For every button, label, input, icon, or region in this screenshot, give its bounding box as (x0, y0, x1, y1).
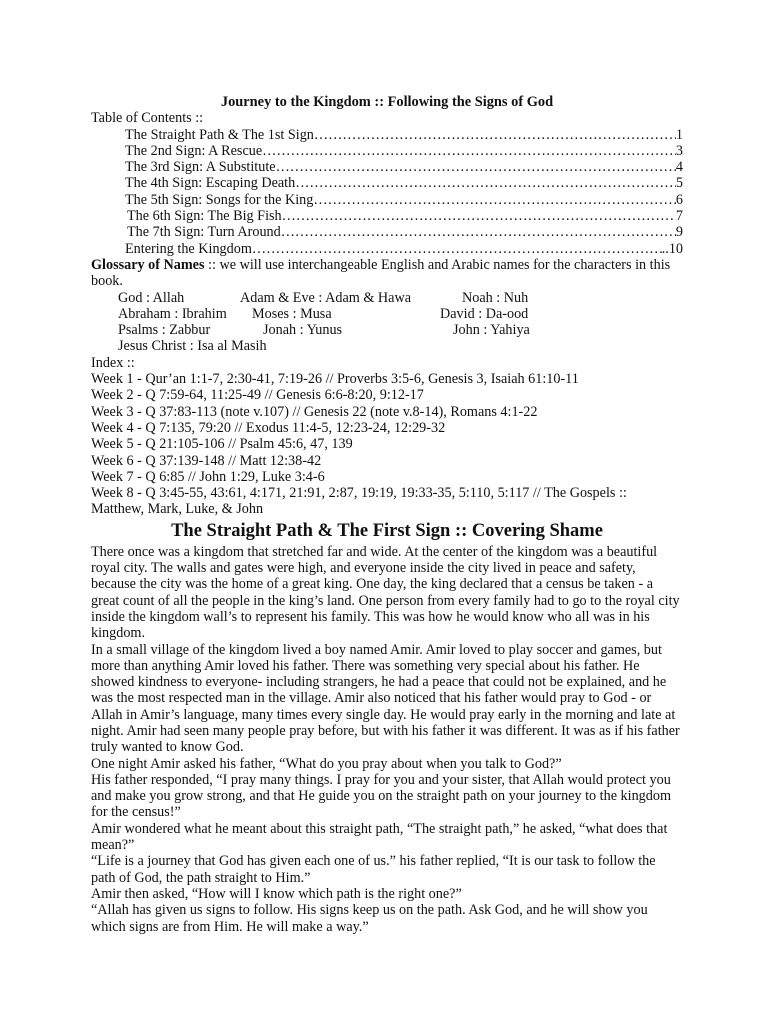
toc-entry-page: 5 (675, 175, 683, 192)
toc-entry-label: The 5th Sign: Songs for the King (125, 191, 314, 208)
index-week: Week 8 - Q 3:45-55, 43:61, 4:171, 21:91, 2:87, 19:19, 19:33-35, 5:110, 5:117 // The Gospels :: Matthew, Mark, Luke, & John (91, 485, 627, 518)
index-week: Week 4 - Q 7:135, 79:20 // Exodus 11:4-5, 12:23-24, 12:29-32 (91, 419, 446, 436)
index-week: Week 6 - Q 37:139-148 // Matt 12:38-42 (91, 452, 322, 469)
toc-entry (125, 192, 683, 208)
chapter-title: The Straight Path & The First Sign :: Covering Shame (171, 520, 603, 541)
toc-entry-page: 3 (675, 142, 683, 159)
toc-entry (125, 127, 683, 143)
toc-entry-page: 1 (675, 126, 683, 143)
paragraph: There once was a kingdom that stretched far and wide. At the center of the kingdom was a beautiful royal city. The walls and gates were high, and everyone inside the city lived in peace and safety, because the city was the home of a great king. One day, the king declared that a census be taken - a great count of all the people in the king’s land. One person from every family had to go to the royal city inside the kingdom wall’s to represent his family. This was how he would know who all was in his kingdom. (91, 543, 680, 642)
glossary-heading: Glossary of Names (91, 256, 205, 273)
document-page (91, 94, 683, 935)
toc-entry-label: The Straight Path & The 1st Sign (125, 126, 314, 143)
glossary-section (91, 257, 683, 355)
toc-leader (282, 208, 676, 224)
toc-leader (276, 159, 676, 175)
toc-entries (125, 127, 683, 257)
toc-entry-label: The 6th Sign: The Big Fish (127, 208, 282, 225)
index-week: Week 2 - Q 7:59-64, 11:25-49 // Genesis 6:6-8:20, 9:12-17 (91, 387, 424, 404)
chapter-body (91, 544, 683, 935)
paragraph: Amir wondered what he meant about this straight path, “The straight path,” he asked, “what does that mean?” (91, 820, 668, 854)
toc-entry (125, 175, 683, 191)
glossary-name: David : Da-ood (440, 305, 529, 322)
toc-entry-page: 9 (675, 224, 683, 241)
toc-leader (313, 192, 676, 208)
toc-leader (252, 241, 662, 257)
paragraph: One night Amir asked his father, “What do you pray about when you talk to God?” (91, 755, 562, 772)
glossary-row (118, 338, 683, 354)
toc-leader (314, 127, 676, 143)
index-week: Week 5 - Q 21:105-106 // Psalm 45:6, 47, 139 (91, 436, 353, 453)
paragraph: His father responded, “I pray many things. I pray for you and your sister, that Allah would protect you and make you grow strong, and that He guide you on the straight path on your journey to the kingdom for the census!” (91, 771, 672, 821)
glossary-name: Moses : Musa (252, 305, 332, 322)
toc-leader (281, 224, 676, 240)
glossary-name: God : Allah (118, 289, 185, 306)
glossary-name: Psalms : Zabbur (118, 322, 211, 339)
paragraph: Amir then asked, “How will I know which path is the right one?” (91, 885, 462, 902)
toc-entry-label: The 2nd Sign: A Rescue (125, 142, 263, 159)
table-of-contents (91, 110, 683, 257)
glossary-row (118, 306, 683, 322)
index-section (91, 355, 683, 518)
toc-entry-page: 7 (675, 208, 683, 225)
toc-entry-page: 6 (675, 191, 683, 208)
toc-entry (127, 224, 683, 240)
toc-entry-label: The 7th Sign: Turn Around (127, 224, 281, 241)
toc-entry-label: Entering the Kingdom (125, 240, 252, 257)
glossary-name: Adam & Eve : Adam & Hawa (240, 289, 411, 306)
toc-entry-label: The 3rd Sign: A Substitute (125, 159, 276, 176)
toc-entry-page: 4 (675, 159, 683, 176)
glossary-name: Jesus Christ : Isa al Masih (118, 338, 267, 355)
index-week: Week 3 - Q 37:83-113 (note v.107) // Genesis 22 (note v.8-14), Romans 4:1-22 (91, 403, 538, 420)
glossary-names (118, 290, 683, 355)
toc-leader (262, 143, 676, 159)
index-heading: Index :: (91, 354, 135, 371)
toc-entry (125, 159, 683, 175)
glossary-intro-text: :: we will use interchangeable English and Arabic names for the characters in this book. (91, 256, 671, 290)
paragraph: “Life is a journey that God has given each one of us.” his father replied, “It is our task to follow the path of God, the path straight to Him.” (91, 853, 656, 886)
glossary-row (118, 322, 683, 338)
paragraph: In a small village of the kingdom lived a boy named Amir. Amir loved to play soccer and games, but more than anything Amir loved his father. There was something very special about his father. He showed kindness to everyone- including strangers, he had a peace that could not be explained, and he was the most respected man in the village. Amir also noticed that his father would pray to God - or Allah in Amir’s language, many times every single day. He would pray early in the morning and late at night. Amir had seen many people pray before, but with his father it was different. It was as if his father truly wanted to know God. (91, 641, 680, 756)
index-week: Week 7 - Q 6:85 // John 1:29, Luke 3:4-6 (91, 468, 325, 485)
toc-heading: Table of Contents :: (91, 110, 204, 127)
toc-entry (125, 143, 683, 159)
glossary-name: Jonah : Yunus (263, 322, 343, 339)
document-title: Journey to the Kingdom :: Following the Signs of God (220, 94, 554, 110)
glossary-name: John : Yahiya (453, 322, 530, 339)
glossary-name: Noah : Nuh (462, 289, 529, 306)
toc-entry-label: The 4th Sign: Escaping Death (125, 175, 296, 192)
toc-entry (125, 241, 683, 257)
glossary-name: Abraham : Ibrahim (118, 305, 227, 322)
toc-leader (295, 175, 676, 191)
glossary-intro (91, 257, 683, 290)
paragraph: “Allah has given us signs to follow. His signs keep us on the path. Ask God, and he will show you which signs are from Him. He will make a way.” (91, 902, 648, 935)
toc-entry (127, 208, 683, 224)
glossary-row (118, 290, 683, 306)
toc-entry-page: ..10 (661, 240, 683, 257)
index-week: Week 1 - Qur’an 1:1-7, 2:30-41, 7:19-26 // Proverbs 3:5-6, Genesis 3, Isaiah 61:10-11 (91, 371, 579, 388)
